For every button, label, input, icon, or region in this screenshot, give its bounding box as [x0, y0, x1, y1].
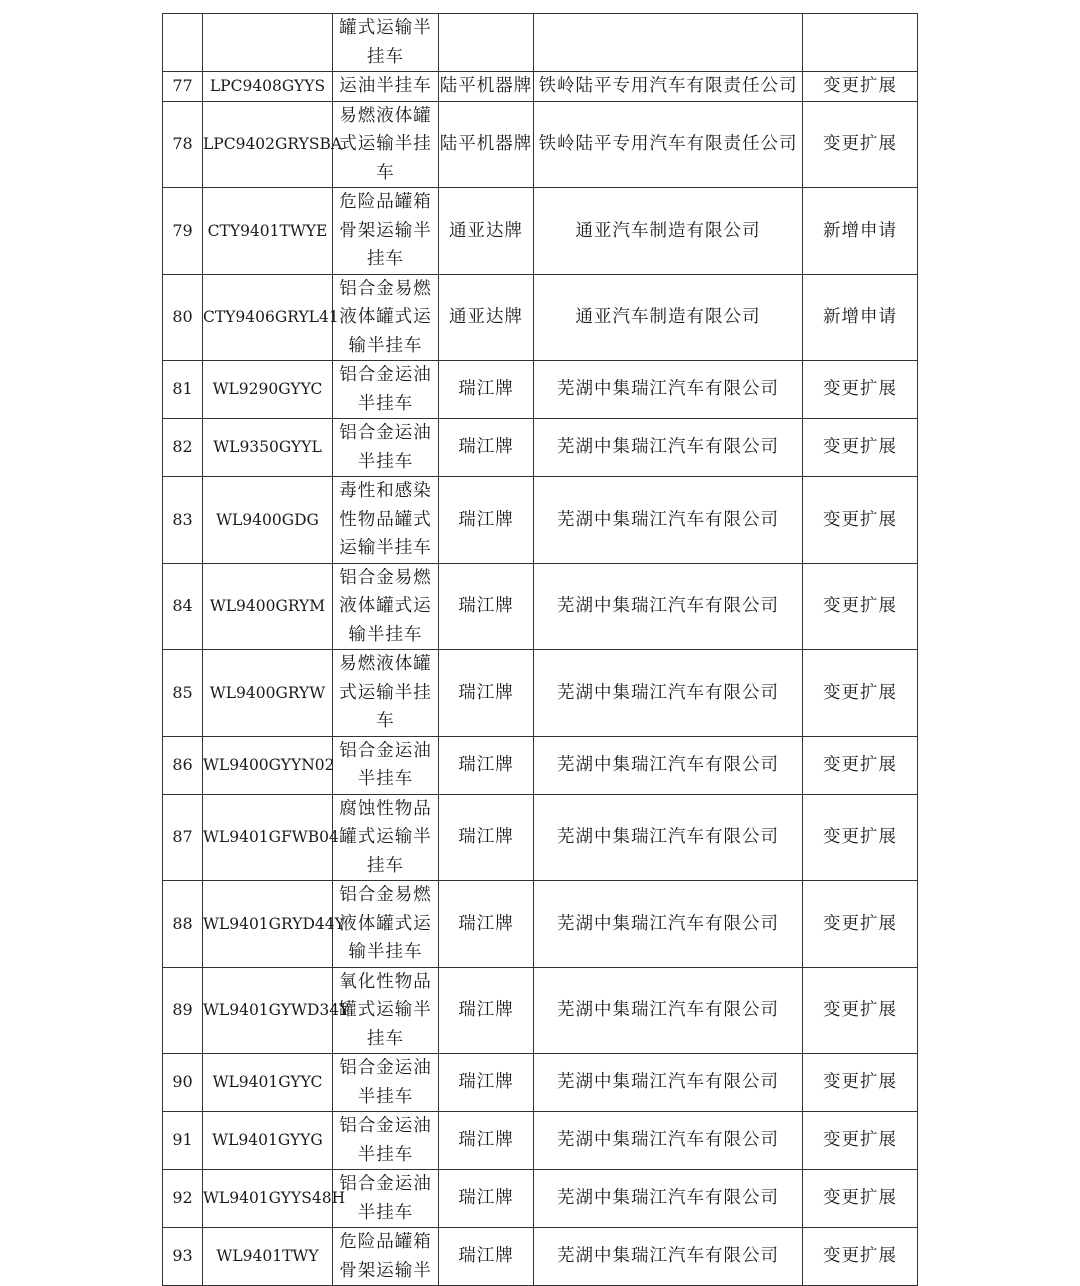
- cell-vehicle-name: [333, 274, 439, 361]
- vehicle-name-line: 易燃液体罐: [339, 654, 432, 674]
- table-row: [163, 274, 918, 361]
- vehicle-name-line: 罐式运输半: [339, 18, 432, 38]
- cell-vehicle-model: LPC9408GYYS: [203, 72, 333, 102]
- cell-vehicle-name: [333, 419, 439, 477]
- vehicle-name-line: 式运输半挂: [339, 682, 432, 703]
- cell-application-type: 变更扩展: [803, 1170, 918, 1228]
- cell-vehicle-name: [333, 736, 439, 794]
- vehicle-name-line: 半挂车: [357, 393, 414, 414]
- cell-brand: 瑞江牌: [439, 477, 534, 564]
- cell-application-type: 变更扩展: [803, 101, 918, 188]
- cell-manufacturer: 芜湖中集瑞江汽车有限公司: [534, 1228, 803, 1286]
- cell-sequence-number: 93: [163, 1228, 203, 1286]
- vehicle-name-line: 半挂车: [357, 1144, 414, 1165]
- vehicle-name-line: 输半挂车: [348, 335, 423, 356]
- cell-manufacturer: 芜湖中集瑞江汽车有限公司: [534, 419, 803, 477]
- cell-manufacturer: 通亚汽车制造有限公司: [534, 188, 803, 275]
- cell-application-type: 新增申请: [803, 274, 918, 361]
- vehicle-name-line: 液体罐式运: [339, 596, 432, 616]
- cell-manufacturer: 通亚汽车制造有限公司: [534, 274, 803, 361]
- cell-manufacturer: 芜湖中集瑞江汽车有限公司: [534, 881, 803, 968]
- vehicle-name-line: 半挂车: [357, 769, 414, 789]
- cell-vehicle-model: WL9401GFWB04: [203, 794, 333, 881]
- cell-manufacturer: 芜湖中集瑞江汽车有限公司: [534, 1054, 803, 1112]
- vehicle-name-line: 铝合金易燃: [339, 278, 432, 299]
- table-row: [163, 188, 918, 275]
- vehicle-name-line: 液体罐式运: [339, 307, 432, 327]
- cell-vehicle-name: [333, 477, 439, 564]
- cell-brand: 瑞江牌: [439, 736, 534, 794]
- vehicle-name-line: 半挂车: [357, 1202, 414, 1223]
- table-body: [163, 14, 918, 1286]
- table-row: [163, 881, 918, 968]
- cell-sequence-number: 77: [163, 72, 203, 102]
- cell-vehicle-name: [333, 1228, 439, 1286]
- table-row: [163, 72, 918, 102]
- cell-vehicle-model: [203, 14, 333, 72]
- table-row: [163, 361, 918, 419]
- vehicle-name-line: 半挂车: [357, 451, 414, 472]
- vehicle-name-line: 输半挂车: [348, 624, 423, 645]
- cell-sequence-number: 80: [163, 274, 203, 361]
- table-row: [163, 477, 918, 564]
- table-row: [163, 967, 918, 1054]
- cell-brand: 瑞江牌: [439, 881, 534, 968]
- cell-sequence-number: 83: [163, 477, 203, 564]
- cell-manufacturer: 芜湖中集瑞江汽车有限公司: [534, 563, 803, 650]
- vehicle-name-line: 运输半挂车: [339, 538, 432, 558]
- vehicle-name-line: 铝合金易燃: [339, 885, 432, 905]
- vehicle-name-line: 输半挂车: [348, 942, 423, 962]
- cell-brand: 通亚达牌: [439, 188, 534, 275]
- vehicle-name-line: 毒性和感染: [339, 481, 432, 501]
- table-row: [163, 794, 918, 881]
- cell-manufacturer: 芜湖中集瑞江汽车有限公司: [534, 1170, 803, 1228]
- cell-vehicle-model: WL9401GYYG: [203, 1112, 333, 1170]
- cell-application-type: [803, 14, 918, 72]
- cell-brand: 瑞江牌: [439, 419, 534, 477]
- cell-sequence-number: 78: [163, 101, 203, 188]
- vehicle-name-line: 液体罐式运: [339, 913, 432, 934]
- cell-brand: 陆平机器牌: [439, 72, 534, 102]
- cell-manufacturer: 芜湖中集瑞江汽车有限公司: [534, 1112, 803, 1170]
- cell-brand: 瑞江牌: [439, 967, 534, 1054]
- cell-application-type: 变更扩展: [803, 794, 918, 881]
- cell-brand: 通亚达牌: [439, 274, 534, 361]
- cell-vehicle-model: WL9401TWY: [203, 1228, 333, 1286]
- cell-application-type: 变更扩展: [803, 563, 918, 650]
- vehicle-name-line: 铝合金运油: [339, 1058, 432, 1078]
- cell-manufacturer: 芜湖中集瑞江汽车有限公司: [534, 736, 803, 794]
- vehicle-name-line: 铝合金运油: [339, 1116, 432, 1136]
- cell-vehicle-name: [333, 563, 439, 650]
- cell-vehicle-model: LPC9402GRYSBA: [203, 101, 333, 188]
- cell-vehicle-model: WL9290GYYC: [203, 361, 333, 419]
- cell-vehicle-model: WL9401GYWD34Y: [203, 967, 333, 1054]
- cell-vehicle-name: [333, 1170, 439, 1228]
- cell-manufacturer: 芜湖中集瑞江汽车有限公司: [534, 967, 803, 1054]
- cell-brand: 瑞江牌: [439, 650, 534, 737]
- cell-application-type: 变更扩展: [803, 1054, 918, 1112]
- vehicle-name-line: 运油半挂车: [339, 76, 432, 96]
- cell-vehicle-name: [333, 72, 439, 102]
- cell-vehicle-model: WL9400GRYM: [203, 563, 333, 650]
- vehicle-name-line: 半挂车: [357, 1086, 414, 1107]
- cell-sequence-number: 86: [163, 736, 203, 794]
- cell-vehicle-model: WL9400GRYW: [203, 650, 333, 737]
- vehicle-name-line: 铝合金易燃: [339, 567, 432, 588]
- cell-vehicle-name: [333, 188, 439, 275]
- table-row: [163, 736, 918, 794]
- cell-vehicle-model: WL9401GRYD44Y: [203, 881, 333, 968]
- cell-sequence-number: 91: [163, 1112, 203, 1170]
- cell-vehicle-name: [333, 361, 439, 419]
- vehicle-name-line: 危险品罐箱: [339, 1232, 432, 1252]
- cell-application-type: 变更扩展: [803, 736, 918, 794]
- cell-vehicle-model: CTY9401TWYE: [203, 188, 333, 275]
- cell-manufacturer: 芜湖中集瑞江汽车有限公司: [534, 361, 803, 419]
- cell-vehicle-name: [333, 650, 439, 737]
- cell-vehicle-model: WL9401GYYC: [203, 1054, 333, 1112]
- cell-application-type: 变更扩展: [803, 419, 918, 477]
- cell-vehicle-name: [333, 14, 439, 72]
- cell-vehicle-model: CTY9406GRYL41: [203, 274, 333, 361]
- cell-application-type: 变更扩展: [803, 72, 918, 102]
- cell-vehicle-name: [333, 1054, 439, 1112]
- vehicle-name-line: 铝合金运油: [339, 423, 432, 443]
- vehicle-name-line: 性物品罐式: [339, 509, 432, 530]
- cell-sequence-number: 79: [163, 188, 203, 275]
- table-row: [163, 1228, 918, 1286]
- cell-sequence-number: 82: [163, 419, 203, 477]
- cell-brand: 瑞江牌: [439, 1112, 534, 1170]
- vehicle-name-line: 挂车: [367, 249, 404, 269]
- cell-manufacturer: 铁岭陆平专用汽车有限责任公司: [534, 101, 803, 188]
- table-row: [163, 563, 918, 650]
- cell-sequence-number: 89: [163, 967, 203, 1054]
- cell-application-type: 变更扩展: [803, 650, 918, 737]
- cell-vehicle-model: WL9400GDG: [203, 477, 333, 564]
- table-row: [163, 1112, 918, 1170]
- vehicle-name-line: 罐式运输半: [339, 1000, 432, 1020]
- cell-application-type: 变更扩展: [803, 967, 918, 1054]
- table-row: [163, 419, 918, 477]
- cell-sequence-number: 81: [163, 361, 203, 419]
- cell-sequence-number: 88: [163, 881, 203, 968]
- cell-vehicle-model: WL9401GYYS48H: [203, 1170, 333, 1228]
- cell-brand: 瑞江牌: [439, 1054, 534, 1112]
- vehicle-name-line: 骨架运输半: [339, 1260, 432, 1281]
- vehicle-name-line: 危险品罐箱: [339, 192, 432, 212]
- cell-application-type: 变更扩展: [803, 881, 918, 968]
- cell-brand: 瑞江牌: [439, 563, 534, 650]
- table-row: [163, 1170, 918, 1228]
- cell-application-type: 新增申请: [803, 188, 918, 275]
- cell-application-type: 变更扩展: [803, 361, 918, 419]
- cell-application-type: 变更扩展: [803, 1228, 918, 1286]
- table-row-continuation: [163, 14, 918, 72]
- vehicle-name-line: 铝合金运油: [339, 365, 432, 385]
- cell-brand: 瑞江牌: [439, 1170, 534, 1228]
- cell-sequence-number: 87: [163, 794, 203, 881]
- vehicle-name-line: 车: [376, 711, 395, 731]
- cell-sequence-number: 85: [163, 650, 203, 737]
- cell-vehicle-name: [333, 881, 439, 968]
- vehicle-name-line: 氧化性物品: [339, 971, 432, 992]
- table-row: [163, 650, 918, 737]
- vehicle-name-line: 铝合金运油: [339, 740, 432, 761]
- cell-brand: 瑞江牌: [439, 1228, 534, 1286]
- vehicle-name-line: 车: [376, 162, 395, 183]
- vehicle-catalog-table: [162, 13, 918, 1286]
- vehicle-name-line: 挂车: [367, 855, 404, 876]
- cell-sequence-number: [163, 14, 203, 72]
- cell-application-type: 变更扩展: [803, 1112, 918, 1170]
- vehicle-name-line: 挂车: [367, 1028, 404, 1049]
- cell-vehicle-name: [333, 794, 439, 881]
- cell-vehicle-name: [333, 1112, 439, 1170]
- cell-vehicle-name: [333, 101, 439, 188]
- cell-sequence-number: 84: [163, 563, 203, 650]
- cell-brand: 陆平机器牌: [439, 101, 534, 188]
- vehicle-name-line: 腐蚀性物品: [339, 798, 432, 819]
- cell-brand: 瑞江牌: [439, 361, 534, 419]
- vehicle-name-line: 罐式运输半: [339, 827, 432, 847]
- cell-application-type: 变更扩展: [803, 477, 918, 564]
- vehicle-name-line: 骨架运输半: [339, 220, 432, 241]
- table-row: [163, 101, 918, 188]
- vehicle-name-line: 铝合金运油: [339, 1174, 432, 1194]
- cell-manufacturer: 芜湖中集瑞江汽车有限公司: [534, 650, 803, 737]
- cell-vehicle-name: [333, 967, 439, 1054]
- cell-brand: 瑞江牌: [439, 794, 534, 881]
- vehicle-name-line: 挂车: [367, 46, 404, 67]
- cell-manufacturer: 芜湖中集瑞江汽车有限公司: [534, 477, 803, 564]
- cell-manufacturer: [534, 14, 803, 72]
- table-row: [163, 1054, 918, 1112]
- cell-vehicle-model: WL9350GYYL: [203, 419, 333, 477]
- cell-vehicle-model: WL9400GYYN02: [203, 736, 333, 794]
- cell-sequence-number: 90: [163, 1054, 203, 1112]
- vehicle-name-line: 易燃液体罐: [339, 105, 432, 126]
- vehicle-name-line: 式运输半挂: [339, 134, 432, 154]
- cell-manufacturer: 芜湖中集瑞江汽车有限公司: [534, 794, 803, 881]
- cell-brand: [439, 14, 534, 72]
- cell-sequence-number: 92: [163, 1170, 203, 1228]
- cell-manufacturer: 铁岭陆平专用汽车有限责任公司: [534, 72, 803, 102]
